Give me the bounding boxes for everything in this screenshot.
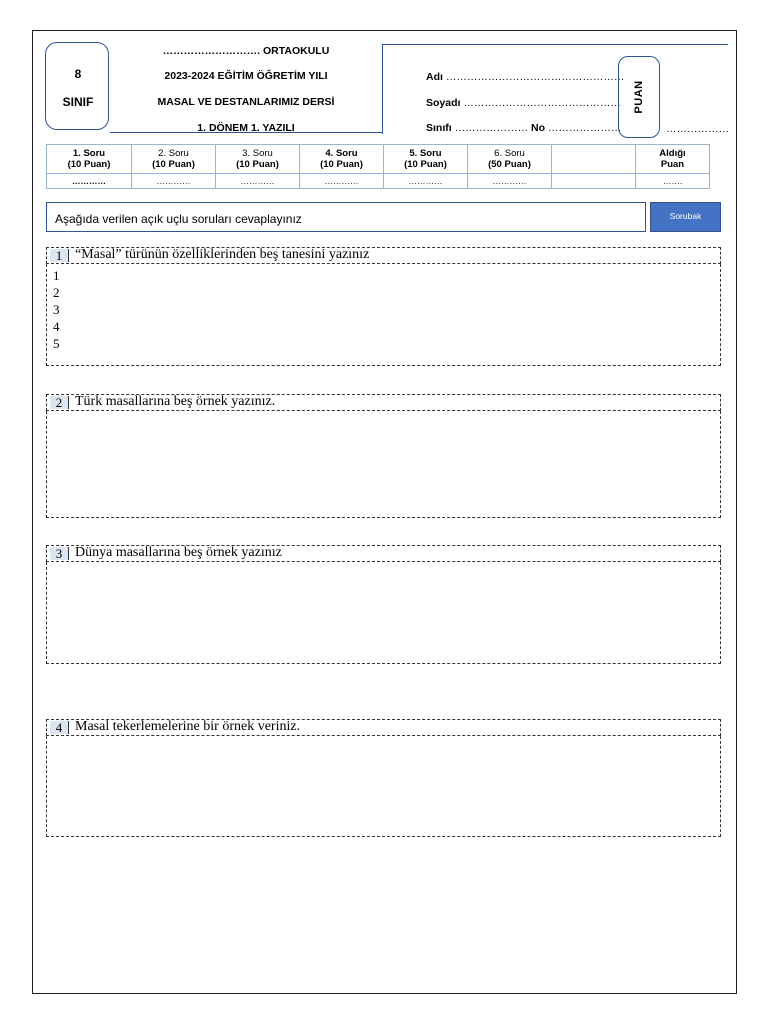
- score-value-cell[interactable]: …………: [384, 174, 468, 189]
- header-divider: [110, 132, 382, 133]
- question-3-header: [46, 545, 721, 562]
- question-number: 2: [50, 396, 69, 409]
- grade-label: SINIF: [62, 95, 94, 109]
- puan-box: [618, 56, 660, 138]
- question-1-header: [46, 247, 721, 264]
- header-vertical-divider: [382, 44, 383, 134]
- name-label: Adı: [426, 71, 443, 83]
- answer-line-number: 1: [53, 268, 60, 283]
- no-dots: …………………: [545, 122, 622, 134]
- question-3-answer-area[interactable]: [46, 562, 721, 664]
- question-text: “Masal” türünün özelliklerinden beş tanesini yazınız: [75, 247, 370, 262]
- answer-line-number: 3: [53, 302, 60, 317]
- question-2-answer-area[interactable]: [46, 411, 721, 518]
- class-label: Sınıfı: [426, 122, 452, 134]
- class-no-field[interactable]: [426, 122, 621, 134]
- question-number: 3: [50, 547, 69, 560]
- score-header-cell: 5. Soru (10 Puan): [384, 145, 468, 174]
- question-4-answer-area[interactable]: [46, 736, 721, 837]
- score-value-cell[interactable]: …………: [300, 174, 384, 189]
- score-header-cell: 4. Soru (10 Puan): [300, 145, 384, 174]
- surname-field[interactable]: [426, 97, 621, 109]
- score-table-value-row: [47, 174, 710, 189]
- question-1-answer-area[interactable]: [46, 264, 721, 366]
- surname-dots: ………………………………………: [460, 97, 621, 109]
- school-name: ………………………. ORTAOKULU: [162, 45, 330, 57]
- score-table: [46, 144, 710, 189]
- score-value-cell[interactable]: …….: [636, 174, 710, 189]
- surname-label: Soyadı: [426, 97, 461, 109]
- score-value-cell[interactable]: …………: [132, 174, 216, 189]
- score-header-cell: 3. Soru (10 Puan): [216, 145, 300, 174]
- score-header-cell: [552, 145, 636, 174]
- answer-line-number: 5: [53, 336, 60, 351]
- score-value-cell[interactable]: …………: [468, 174, 552, 189]
- answer-line-numbers: [53, 267, 60, 352]
- question-2-header: [46, 394, 721, 411]
- puan-dots: ………………: [666, 123, 729, 135]
- question-text: Türk masallarına beş örnek yazınız.: [75, 394, 276, 409]
- score-value-cell[interactable]: [552, 174, 636, 189]
- grade-number: 8: [74, 67, 82, 81]
- score-header-cell: Aldığı Puan: [636, 145, 710, 174]
- class-dots: …………………: [451, 122, 532, 134]
- question-4-header: [46, 719, 721, 736]
- grade-box: [45, 42, 109, 130]
- score-header-cell: 1. Soru (10 Puan): [47, 145, 132, 174]
- question-text: Dünya masallarına beş örnek yazınız: [75, 545, 282, 560]
- course-title: MASAL VE DESTANLARIMIZ DERSİ: [157, 96, 335, 108]
- score-table-header-row: [47, 145, 710, 174]
- sorubak-button[interactable]: Sorubak: [650, 202, 721, 232]
- score-value-cell[interactable]: …………: [47, 174, 132, 189]
- puan-label: PUAN: [633, 80, 645, 114]
- score-header-cell: 6. Soru (50 Puan): [468, 145, 552, 174]
- name-dots: ……………………………………………: [442, 71, 625, 83]
- no-label: No: [531, 122, 546, 134]
- header-top-line: [382, 44, 728, 45]
- score-header-cell: 2. Soru (10 Puan): [132, 145, 216, 174]
- question-number: 4: [50, 721, 69, 734]
- instruction-box: Aşağıda verilen açık uçlu soruları cevaplayınız: [46, 202, 646, 232]
- exam-title: 1. DÖNEM 1. YAZILI: [197, 122, 295, 134]
- answer-line-number: 2: [53, 285, 60, 300]
- answer-line-number: 4: [53, 319, 60, 334]
- question-number: 1: [50, 249, 69, 262]
- academic-year: 2023-2024 EĞİTİM ÖĞRETİM YILI: [164, 70, 328, 82]
- name-field[interactable]: [426, 71, 624, 83]
- question-text: Masal tekerlemelerine bir örnek veriniz.: [75, 719, 301, 734]
- score-value-cell[interactable]: …………: [216, 174, 300, 189]
